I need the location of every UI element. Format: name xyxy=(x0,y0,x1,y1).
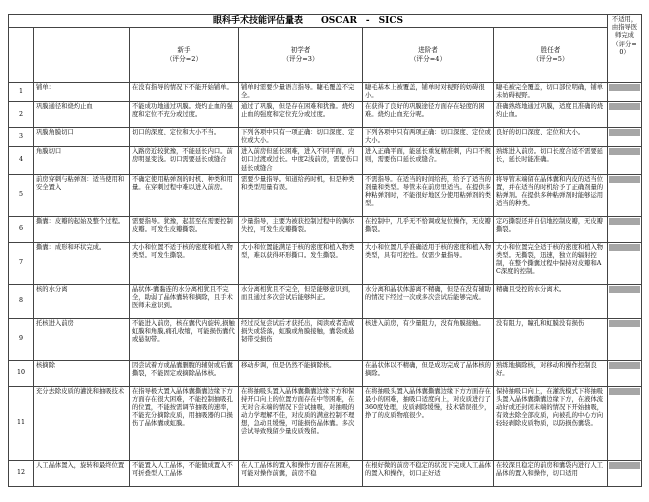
row-beginner: 在将抽吸头置入晶体囊撕囊边缘下方和保持开口向上的位置方面存在中等困难，在无对合未端的情况下尝试抽吸，对抽吸的动力学理解不佳，对皮质的满意控制不理想，急动且缓慢，可能损伤晶体囊。多次尝试导致残留少量皮质残留。 xyxy=(239,386,363,460)
row-number: 8 xyxy=(9,284,34,318)
header-advanced-label: 进阶者 xyxy=(418,46,438,55)
row-na-cell[interactable] xyxy=(608,460,642,486)
row-novice: 入路房近较犹豫，不能延长内口。前房明显变浅。切口需要延长或缝合 xyxy=(130,147,239,174)
row-number: 12 xyxy=(9,460,34,486)
row-item: 角膜切口 xyxy=(34,147,130,174)
row-beginner: 水分离相犹且不完全，但是能够意识到，而且通过多次尝试后能够纠正。 xyxy=(239,284,363,318)
assessment-table xyxy=(8,14,642,487)
row-item: 托核进入前房 xyxy=(34,318,130,360)
row-na-cell[interactable] xyxy=(608,284,642,318)
assessment-sheet xyxy=(8,14,641,487)
row-number: 5 xyxy=(9,174,34,216)
row-beginner: 少量指导，主要为被获控制过程中的偶尔失控，可发生皮瓣撕裂。 xyxy=(239,216,363,242)
row-beginner: 在人工晶体的置入和操作方面存在困难，可能对操作前囊，前房不稳 xyxy=(239,460,363,486)
row-advanced: 核进入前房，有少量阻力，没有角膜接触。 xyxy=(363,318,494,360)
row-beginner: 铺单时需要少量语言指导。睫毛覆盖不完全。 xyxy=(239,83,363,102)
row-competent: 在较深且稳定的前房和囊袋内进行人工晶体的置入和操作，切口适用 xyxy=(494,460,608,486)
row-novice: 不能成功地通过巩膜。烧灼止血的强度和定位不充分或过度。 xyxy=(130,102,239,128)
row-novice: 切口的深度、定位和大小不当。 xyxy=(130,128,239,147)
table-row xyxy=(9,386,642,460)
header-advanced-score: （评分=4） xyxy=(409,55,447,63)
row-item: 前房穿刺与粘弹剂：适当使用和安全置入 xyxy=(34,174,130,216)
row-novice: 晶状体-囊黏连的水分离相犹且不完全，助弱了晶体囊转和摘除，且手术医师未意识到。 xyxy=(130,284,239,318)
row-competent: 精确且受控的水分离术。 xyxy=(494,284,608,318)
header-competent-score: （评分=5） xyxy=(532,55,569,63)
table-row xyxy=(9,360,642,386)
row-competent: 睫毛被完全覆盖，切口部位明确，铺单未妨碍视野。 xyxy=(494,83,608,102)
row-novice: 需要指导。犹豫，起甚至在需要控制皮瓣。可发生皮瓣撕裂。 xyxy=(130,216,239,242)
header-novice xyxy=(130,28,239,83)
row-novice: 不能置入人工晶体，不能做成置入不可折叠型人工晶体 xyxy=(130,460,239,486)
row-novice: 不确定使用粘弹剂的时机、种类和用量。在穿刺过程中难以进入前房。 xyxy=(130,174,239,216)
row-item: 撕囊：皮瓣的起始及整个过程。 xyxy=(34,216,130,242)
row-number: 7 xyxy=(9,242,34,284)
row-na-cell[interactable] xyxy=(608,318,642,360)
row-item: 巩膜角膜切口 xyxy=(34,128,130,147)
row-advanced: 进入正确平面，能延长重复精准刺，内口不规则，需要伤口延长或缝合。 xyxy=(363,147,494,174)
row-novice: 大小和位置不适于核的密度和植入物类型。可发生撕裂。 xyxy=(130,242,239,284)
table-row xyxy=(9,174,642,216)
row-competent: 熟练地摘除核，对移动和操作控制良好。 xyxy=(494,360,608,386)
header-row xyxy=(9,28,642,83)
row-competent: 良好的切口深度、定位和大小。 xyxy=(494,128,608,147)
header-item xyxy=(34,28,130,83)
row-advanced: 下列各项中只有两项正确：切口深度、定位或大小。 xyxy=(363,128,494,147)
row-competent: 保持抽吸口向上，在灌洗模式下将抽吸头置入晶体囊撕囊边缘下方，在液体流动好或还封闭末端的情况下开始抽吸，有效去除全部皮质，向被孔的中心方向轻轻剥除皮质物质，以防损伤囊袋。 xyxy=(494,386,608,460)
header-competent xyxy=(494,28,608,83)
row-competent: 大小和位置完全适于核的密度和植入物类型。无撕裂，迅速，独立的辐射控制，在整个撕囊过程中保持对皮瓣和AC深度的控制。 xyxy=(494,242,608,284)
row-na-cell[interactable] xyxy=(608,360,642,386)
table-row xyxy=(9,216,642,242)
row-beginner: 大小和位置能满足于核的密度和植入物类型，难以获得环形撕口。发生撕裂。 xyxy=(239,242,363,284)
row-na-cell[interactable] xyxy=(608,386,642,460)
row-competent: 熟练进入前房。切口长度合适不需要延长，延长时能准确。 xyxy=(494,147,608,174)
row-novice: 因尝试着方或晶囊删腹的辅射或后囊撕裂，不能固定或摘除晶体核。 xyxy=(130,360,239,386)
row-beginner: 通过了巩膜，但是存在困难和犹豫。烧灼止血的强度和定位充分或过度。 xyxy=(239,102,363,128)
header-advanced xyxy=(363,28,494,83)
row-advanced: 在根好微的前房不稳定的状况下完成人工晶体的置入和操作，切口正好适 xyxy=(363,460,494,486)
table-row xyxy=(9,460,642,486)
header-beginner-score: （评分=3） xyxy=(282,55,319,63)
table-row xyxy=(9,128,642,147)
row-na-cell[interactable] xyxy=(608,102,642,128)
row-novice: 在没有指导的情况下不能开始铺单。 xyxy=(130,83,239,102)
sheet-title: 眼科手术技能评估量表 OSCAR - SICS xyxy=(9,15,608,28)
row-item: 核摘除 xyxy=(34,360,130,386)
row-item: 巩膜通径和烧灼止血 xyxy=(34,102,130,128)
row-advanced: 在控制中，几乎无不恰调或复位操作，无皮瓣撕裂。 xyxy=(363,216,494,242)
header-novice-score: （评分=2） xyxy=(165,55,203,63)
row-beginner: 进入前房但延长困难，进入不同平面，内切口过渡或过长。中度2浅前房，需要伤口延长或缝合 xyxy=(239,147,363,174)
row-na-cell[interactable] xyxy=(608,128,642,147)
row-item: 铺单： xyxy=(34,83,130,102)
row-na-cell[interactable] xyxy=(608,216,642,242)
row-na-cell[interactable] xyxy=(608,174,642,216)
row-advanced: 在获得了良好的巩膜途径方面存在轻度的困难。烧灼止血充分呢。 xyxy=(363,102,494,128)
row-competent: 准确熟练地通过巩膜，适度且准确的烧灼止血。 xyxy=(494,102,608,128)
header-beginner xyxy=(239,28,363,83)
row-na-cell[interactable] xyxy=(608,147,642,174)
row-number: 3 xyxy=(9,128,34,147)
row-novice: 不能进入前房，核在囊代内旋转,损触虹膜和角膜,痛孔收缩，可能损伤囊代或悬韧带。 xyxy=(130,318,239,360)
table-row xyxy=(9,102,642,128)
row-advanced: 在晶状体以不精确，但是成功完成了晶体核的摘除。 xyxy=(363,360,494,386)
row-competent: 将导管末端留在晶体囊和内皮的适当位置，并在适当的时机给予了正确剂量的粘弹剂。在提供多种粘弹剂时能够运用适当的种类。 xyxy=(494,174,608,216)
header-novice-label: 新手 xyxy=(177,46,191,55)
table-row xyxy=(9,242,642,284)
table-row xyxy=(9,83,642,102)
table-row xyxy=(9,318,642,360)
row-advanced: 睫毛基本上被覆盖，铺单时对视野的妨碍很小。 xyxy=(363,83,494,102)
row-item: 核的水分离 xyxy=(34,284,130,318)
row-na-cell[interactable] xyxy=(608,83,642,102)
row-beginner: 经过反复尝试后才获托出，阅读或者造成损失或袋落，虹膜或角膜接触，囊袋或悬韧带受损伤 xyxy=(239,318,363,360)
row-beginner: 下列各项中只有一项正确：切口深度、定位或大小。 xyxy=(239,128,363,147)
header-not-applicable: 不适用，由指导医师完成（评分=0） xyxy=(608,15,642,83)
row-beginner: 移动步调，但是仍然不能摘除核。 xyxy=(239,360,363,386)
header-beginner-label: 初学者 xyxy=(290,46,311,55)
row-competent: 定巧撕裂还并自信地控制皮瓣，无皮瓣撕裂。 xyxy=(494,216,608,242)
row-item: 人工晶体置入，旋转和最终位置 xyxy=(34,460,130,486)
row-advanced: 水分离和晶状体游离不精确，但是在没有辅助的情况下经过一次或多次尝试后能够完成。 xyxy=(363,284,494,318)
row-competent: 没有阻力，瞳孔和虹膜没有损伤 xyxy=(494,318,608,360)
row-advanced: 在将抽吸头置入晶体囊撕囊边缘下方方面存在最小的困难，抽吸口适度向上，对皮质进行了360度处理，皮质剥除缓慢，技术错误很少，挣了的皮质物痕很少。 xyxy=(363,386,494,460)
table-row xyxy=(9,284,642,318)
row-number: 9 xyxy=(9,318,34,360)
row-na-cell[interactable] xyxy=(608,242,642,284)
row-item: 充分去除皮质的灌洗和抽吸技术 xyxy=(34,386,130,460)
row-number: 11 xyxy=(9,386,34,460)
header-number xyxy=(9,28,34,83)
row-number: 1 xyxy=(9,83,34,102)
row-number: 4 xyxy=(9,147,34,174)
row-number: 2 xyxy=(9,102,34,128)
row-advanced: 大小和位置几乎准确适用于核的密度和植入物类型，具有可控性。仅需少量指导。 xyxy=(363,242,494,284)
row-beginner: 需要少量指导。知道给药时机，但是种类和类型用量有误。 xyxy=(239,174,363,216)
table-row xyxy=(9,147,642,174)
row-advanced: 不需指导。在适当的时间给药，给予了适当的剂量和类型。导管未在前房里适当。在提供多种粘弹剂时，不能很好地区分使用粘弹剂的类型。 xyxy=(363,174,494,216)
row-number: 10 xyxy=(9,360,34,386)
header-competent-label: 胜任者 xyxy=(540,46,561,55)
row-novice: 在指导极大置入晶体囊撕囊边缘下方方面存在很大困难，不能控制抽吸孔的位置，不能按需调节抽吸的速率，不能充分摘除皮质，用抽吸器的口损伤了晶体囊或虹膜。 xyxy=(130,386,239,460)
row-number: 6 xyxy=(9,216,34,242)
row-item: 撕囊：成形和环状完成。 xyxy=(34,242,130,284)
